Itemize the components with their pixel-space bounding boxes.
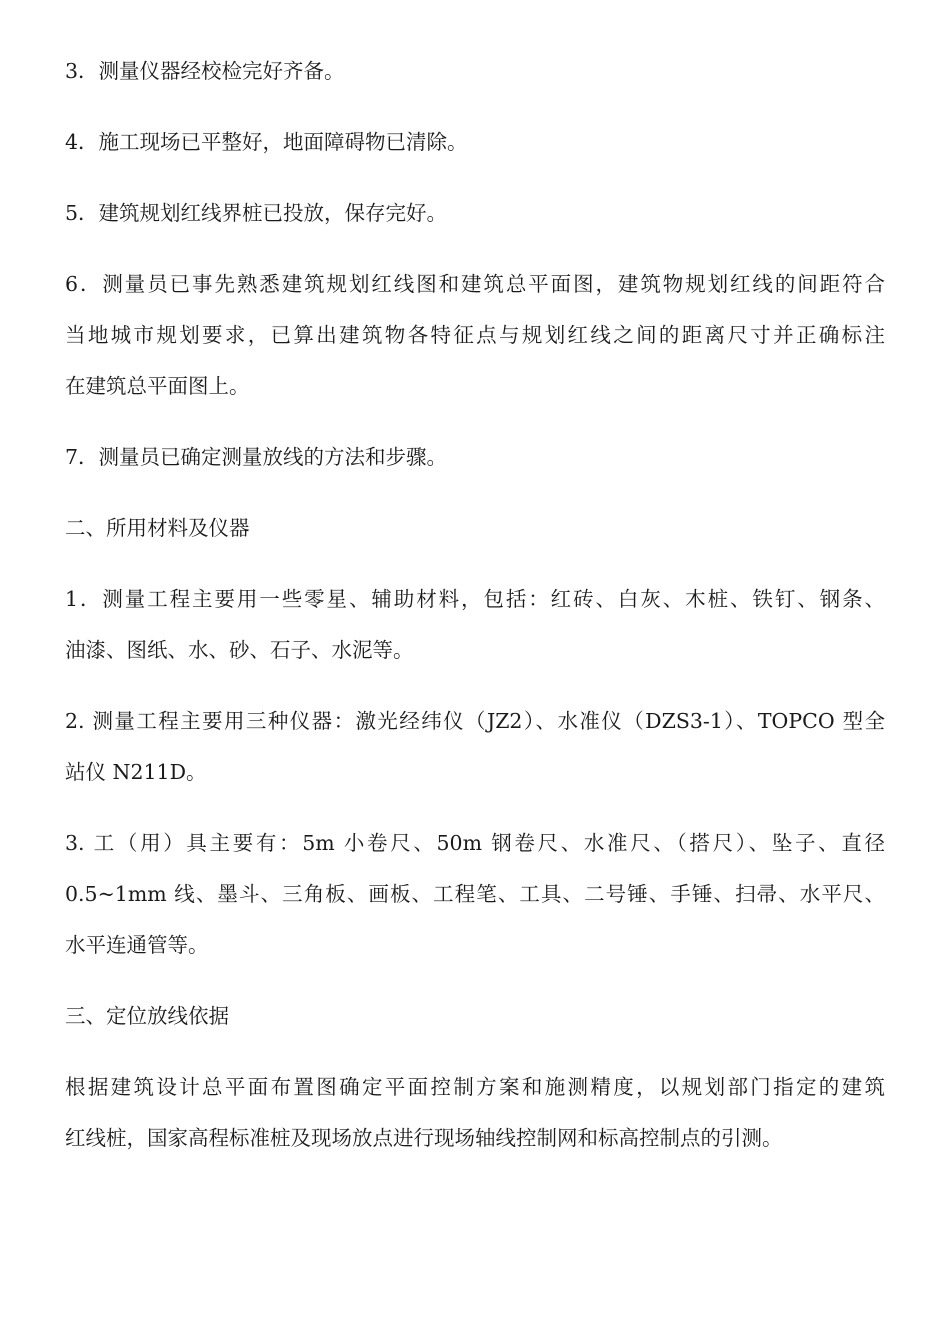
text-line: 0.5~1mm 线、墨斗、三角板、画板、工程笔、工具、二号锤、手锤、扫帚、水平尺、 [65,882,885,906]
text-line: 2. 测量工程主要用三种仪器：激光经纬仪（JZ2）、水准仪（DZS3-1）、TOPCO 型全 [65,709,885,733]
paragraph-item-6-surveyor-familiar [65,259,885,412]
paragraph-item-1-materials [65,574,885,676]
text-line: 5．建筑规划红线界桩已投放，保存完好。 [65,201,448,225]
text-line: 在建筑总平面图上。 [65,374,250,398]
text-line: 红线桩，国家高程标准桩及现场放点进行现场轴线控制网和标高控制点的引测。 [65,1126,783,1150]
section-heading-materials-instruments [65,503,885,554]
text-line: 当地城市规划要求，已算出建筑物各特征点与规划红线之间的距离尺寸并正确标注 [65,323,885,347]
text-line: 6．测量员已事先熟悉建筑规划红线图和建筑总平面图，建筑物规划红线的间距符合 [65,272,885,296]
paragraph-item-5-red-line-stakes [65,188,885,239]
text-line: 1．测量工程主要用一些零星、辅助材料，包括：红砖、白灰、木桩、铁钉、钢条、 [65,587,885,611]
text-line: 站仪 N211D。 [65,760,207,784]
text-line: 3．测量仪器经校检完好齐备。 [65,59,345,83]
heading-text: 三、定位放线依据 [65,1004,229,1028]
heading-text: 二、所用材料及仪器 [65,516,250,540]
text-line: 根据建筑设计总平面布置图确定平面控制方案和施测精度，以规划部门指定的建筑 [65,1075,885,1099]
text-line: 4．施工现场已平整好，地面障碍物已清除。 [65,130,468,154]
paragraph-item-4-site-leveled [65,117,885,168]
section-heading-positioning-basis [65,991,885,1042]
paragraph-item-2-instruments [65,696,885,798]
paragraph-item-7-method-steps [65,432,885,483]
paragraph-item-3-tools [65,818,885,971]
paragraph-positioning-basis [65,1062,885,1164]
document-body [65,46,885,1184]
text-line: 7．测量员已确定测量放线的方法和步骤。 [65,445,448,469]
text-line: 水平连通管等。 [65,933,209,957]
text-line: 3. 工（用）具主要有：5m 小卷尺、50m 钢卷尺、水准尺、（搭尺）、坠子、直径 [65,831,885,855]
text-line: 油漆、图纸、水、砂、石子、水泥等。 [65,638,414,662]
paragraph-item-3-instruments-checked [65,46,885,97]
